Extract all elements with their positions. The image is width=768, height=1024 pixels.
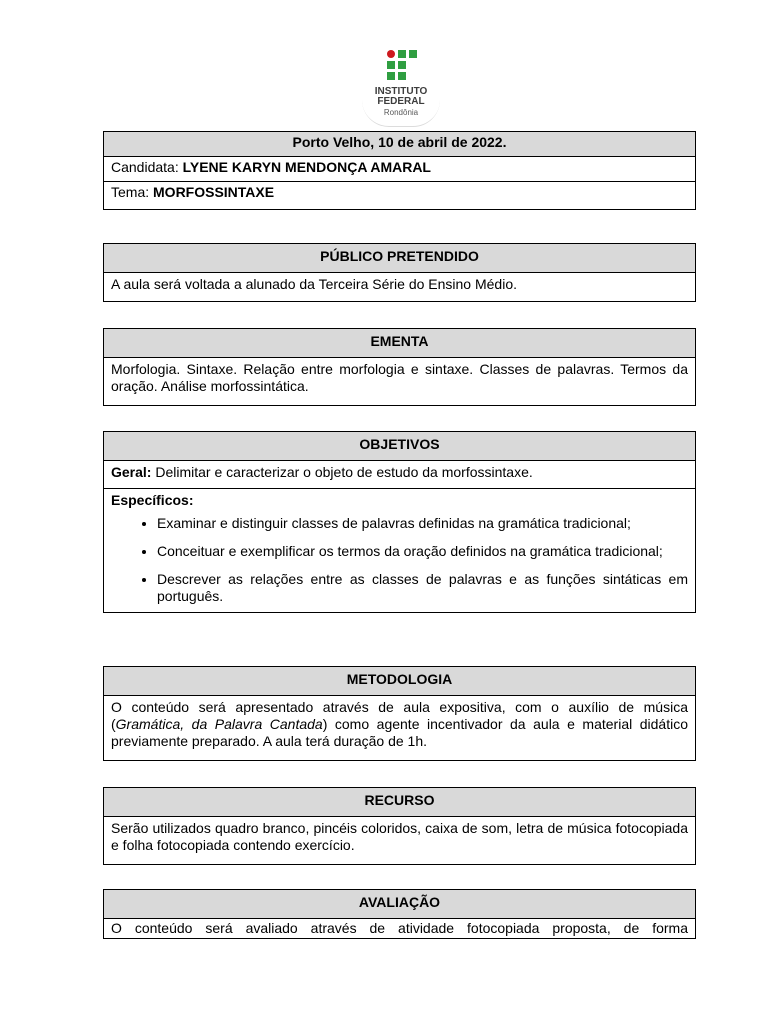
list-item: • Examinar e distinguir classes de palavras definidas na gramática tradicional; bbox=[157, 515, 688, 532]
avaliacao-section bbox=[103, 889, 696, 939]
logo-line-3: Rondônia bbox=[383, 108, 419, 117]
header-box bbox=[103, 131, 696, 210]
objetivos-title: OBJETIVOS bbox=[104, 432, 695, 461]
candidate-label: Candidata: bbox=[111, 159, 179, 175]
list-item: • Descrever as relações entre as classes de palavras e as funções sintáticas em português. bbox=[157, 571, 688, 605]
candidate-name: LYENE KARYN MENDONÇA AMARAL bbox=[182, 159, 431, 175]
publico-title: PÚBLICO PRETENDIDO bbox=[104, 244, 695, 273]
ementa-text: Morfologia. Sintaxe. Relação entre morfologia e sintaxe. Classes de palavras. Termos da oração. Análise morfossintática. bbox=[111, 361, 688, 394]
theme-row bbox=[104, 181, 695, 209]
date-line: Porto Velho, 10 de abril de 2022. bbox=[104, 132, 695, 157]
publico-text: A aula será voltada a alunado da Terceira Série do Ensino Médio. bbox=[111, 276, 518, 292]
recurso-section bbox=[103, 787, 696, 865]
avaliacao-text: O conteúdo será avaliado através de atividade fotocopiada proposta, de forma bbox=[111, 920, 688, 936]
logo-line-2: FEDERAL bbox=[377, 96, 425, 107]
metodologia-text-before: O conteúdo será apresentado através de aula expositiva, com o auxílio de música ( bbox=[111, 699, 688, 732]
especificos-label: Específicos: bbox=[111, 492, 194, 508]
avaliacao-title: AVALIAÇÃO bbox=[104, 890, 695, 919]
objetivos-section bbox=[103, 431, 696, 613]
geral-label: Geral: bbox=[111, 464, 152, 480]
theme-label: Tema: bbox=[111, 184, 150, 200]
metodologia-text-after: ) como agente incentivador da aula e material didático previamente preparado. A aula terá duração de 1h. bbox=[111, 716, 689, 749]
recurso-title: RECURSO bbox=[104, 788, 695, 817]
list-item: • Conceituar e exemplificar os termos da oração definidos na gramática tradicional; bbox=[157, 543, 688, 560]
logo-squares-icon bbox=[387, 50, 417, 82]
geral-text: Delimitar e caracterizar o objeto de estudo da morfossintaxe. bbox=[155, 464, 533, 480]
publico-section bbox=[103, 243, 696, 302]
ementa-section bbox=[103, 328, 696, 406]
objetivos-especificos bbox=[104, 488, 695, 605]
candidate-row bbox=[104, 157, 695, 181]
especificos-list bbox=[111, 515, 688, 605]
metodologia-title: METODOLOGIA bbox=[104, 667, 695, 696]
institution-logo bbox=[368, 46, 434, 122]
recurso-text: Serão utilizados quadro branco, pincéis coloridos, caixa de som, letra de música fotocopiada e folha fotocopiada contendo exercício. bbox=[111, 820, 688, 853]
theme-value: MORFOSSINTAXE bbox=[153, 184, 275, 200]
logo-line-1: INSTITUTO bbox=[374, 86, 428, 97]
metodologia-text bbox=[104, 696, 695, 760]
metodologia-section bbox=[103, 666, 696, 761]
metodologia-music-title: Gramática, da Palavra Cantada bbox=[115, 716, 323, 732]
objetivos-geral bbox=[104, 461, 695, 488]
ementa-title: EMENTA bbox=[104, 329, 695, 358]
